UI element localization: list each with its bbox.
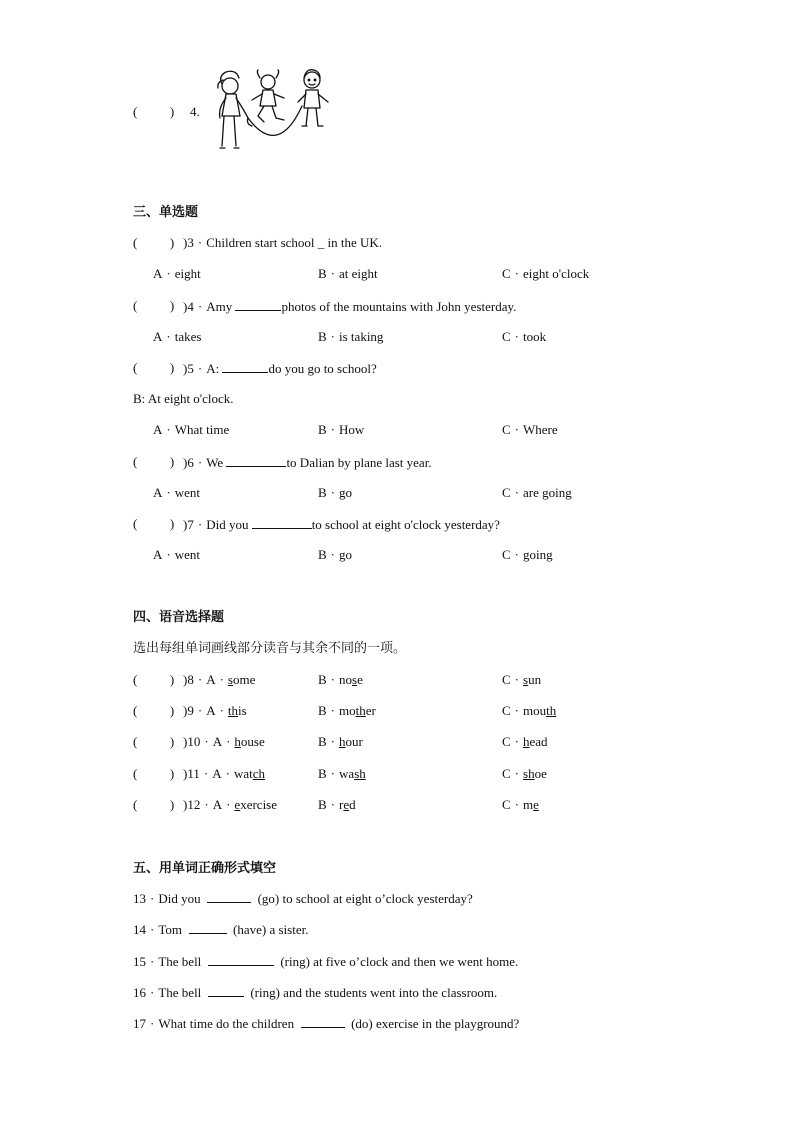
question-4-stem: )4 · Amy photos of the mountains with John yesterday. [183,299,517,314]
option-b[interactable]: B · is taking [318,329,384,344]
phonics-option-c[interactable]: C · shoe [502,766,547,781]
option-b[interactable]: B · go [318,485,353,500]
option-a[interactable]: A · eight [153,266,201,281]
answer-paren[interactable]: ( ) [133,734,175,749]
phonics-option-c[interactable]: C · sun [502,672,542,687]
option-c[interactable]: C · Where [502,422,558,437]
option-c[interactable]: C · are going [502,485,572,500]
option-c[interactable]: C · eight o'clock [502,266,590,281]
question-3-stem: )3 · Children start school _ in the UK. [183,235,383,250]
fill-blank[interactable] [208,984,244,997]
phonics-option-c[interactable]: C · mouth [502,703,557,718]
answer-paren[interactable]: ( ) [133,766,175,781]
phonics-option-b[interactable]: B · mother [318,703,376,718]
phonics-option-b[interactable]: B · hour [318,734,363,749]
answer-paren[interactable]: ( ) [133,797,175,812]
answer-paren[interactable]: ( ) [133,235,175,250]
option-a[interactable]: A · takes [153,329,202,344]
phonics-option-b[interactable]: B · wash [318,766,366,781]
phonics-option-a[interactable]: )10 · A · house [183,734,265,749]
answer-paren[interactable]: ( ) [133,516,175,531]
section-5-title: 五、用单词正确形式填空 [133,861,277,876]
fill-item-13: 13 · Did you (go) to school at eight o’clock yesterday? [133,891,473,906]
answer-paren[interactable]: ( ) [133,104,175,119]
fill-blank[interactable] [235,298,281,311]
phonics-option-b[interactable]: B · nose [318,672,363,687]
option-b[interactable]: B · go [318,547,353,562]
option-c[interactable]: C · took [502,329,547,344]
fill-blank[interactable] [301,1015,345,1028]
phonics-option-a[interactable]: )12 · A · exercise [183,797,278,812]
section-3-title: 三、单选题 [133,205,199,220]
fill-blank[interactable] [207,890,251,903]
fill-item-15: 15 · The bell (ring) at five o’clock and then we went home. [133,954,519,969]
answer-paren[interactable]: ( ) [133,703,175,718]
fill-blank[interactable] [222,360,268,373]
phonics-option-c[interactable]: C · me [502,797,539,812]
phonics-option-c[interactable]: C · head [502,734,548,749]
question-6-stem: )6 · We to Dalian by plane last year. [183,455,432,470]
option-a[interactable]: A · went [153,547,201,562]
phonics-option-a[interactable]: )8 · A · some [183,672,256,687]
fill-blank[interactable] [189,921,227,934]
answer-paren[interactable]: ( ) [133,360,175,375]
question-number: 4. [190,104,200,119]
fill-item-16: 16 · The bell (ring) and the students went into the classroom. [133,985,498,1000]
phonics-option-a[interactable]: )11 · A · watch [183,766,266,781]
fill-blank[interactable] [252,516,312,529]
question-7-stem: )7 · Did you to school at eight o'clock yesterday? [183,517,500,532]
question-5-stem: )5 · A: do you go to school? [183,361,377,376]
fill-item-17: 17 · What time do the children (do) exercise in the playground? [133,1016,520,1031]
fill-blank[interactable] [226,454,286,467]
phonics-option-a[interactable]: )9 · A · this [183,703,247,718]
dialogue-answer-line: B: At eight o'clock. [133,391,234,406]
phonics-option-b[interactable]: B · red [318,797,356,812]
option-b[interactable]: B · How [318,422,365,437]
children-jump-rope-picture [208,68,338,160]
option-a[interactable]: A · What time [153,422,230,437]
fill-blank[interactable] [208,953,274,966]
answer-paren[interactable]: ( ) [133,454,175,469]
answer-paren[interactable]: ( ) [133,298,175,313]
option-a[interactable]: A · went [153,485,201,500]
answer-paren[interactable]: ( ) [133,672,175,687]
option-c[interactable]: C · going [502,547,553,562]
option-b[interactable]: B · at eight [318,266,378,281]
section-4-title: 四、语音选择题 [133,610,225,625]
section-4-instruction: 选出每组单词画线部分读音与其余不同的一项。 [133,641,407,656]
fill-item-14: 14 · Tom (have) a sister. [133,922,309,937]
